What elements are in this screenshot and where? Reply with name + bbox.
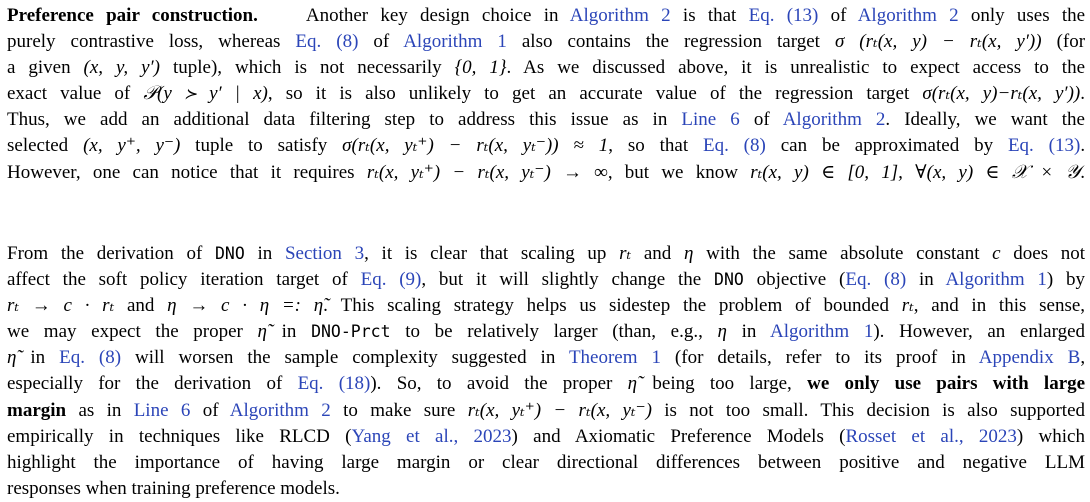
text-run: , and in this sense, (913, 295, 1086, 317)
text-run: , it is clear that scaling up (364, 243, 607, 264)
math-inline: η (717, 321, 727, 343)
text-run: in (918, 269, 934, 291)
text-line (7, 450, 1085, 476)
text-run: only uses the (970, 5, 1086, 26)
link-algorithm-1[interactable]: Algorithm 1 (403, 31, 507, 53)
text-run: is that (682, 5, 737, 26)
text-line (7, 29, 1085, 55)
math-inline: rₜ (619, 243, 632, 264)
text-run: purely contrastive loss, whereas (7, 31, 281, 53)
text-line (7, 3, 1085, 29)
text-line (7, 267, 1085, 293)
text-run: . (1080, 83, 1085, 105)
text-run: highlight the importance of having large margin or clear directional differences between positive and negative LLM (7, 451, 1085, 473)
text-run: can be approximated by (780, 135, 994, 157)
text-line (7, 371, 1085, 397)
link-eq-9[interactable]: Eq. (9) (360, 269, 422, 291)
method-name: DNO (214, 244, 245, 263)
paragraph-scaling-discussion (7, 241, 1085, 502)
link-algorithm-2[interactable]: Algorithm 2 (857, 5, 959, 26)
text-run: selected (7, 135, 69, 157)
text-run: in (30, 347, 46, 369)
math-inline: σ (rₜ(x, y) − rₜ(x, y′)) (834, 31, 1042, 53)
math-inline: rₜ(x, yₜ⁺) − rₜ(x, yₜ⁻) → ∞ (366, 161, 608, 183)
text-run: will worsen the sample complexity suggested in (135, 347, 556, 369)
text-run: of (753, 109, 770, 131)
text-run: being too large, (652, 373, 792, 395)
text-line (7, 424, 1085, 450)
text-run: From the derivation of (7, 243, 203, 264)
text-run: . (1080, 161, 1086, 183)
text-run: , (1080, 347, 1086, 369)
text-line (7, 241, 1085, 267)
text-run: affect the soft policy iteration target of (7, 269, 348, 291)
math-inline: (x, y⁺, y⁻) (83, 135, 181, 157)
math-inline: rₜ(x, y) ∈ [0, 1], ∀(x, y) ∈ 𝒳 × 𝒴 (750, 161, 1081, 183)
text-run: is not too small. This decision is also supported (664, 399, 1086, 421)
text-line (7, 319, 1085, 345)
text-run: tuple), which is not necessarily (172, 57, 442, 79)
link-algorithm-2[interactable]: Algorithm 2 (782, 109, 886, 131)
link-citation-rosset-2023[interactable]: Rosset et al., 2023 (845, 425, 1017, 447)
method-name: DNO-Prct (311, 322, 391, 342)
math-inline: η̃ (7, 347, 17, 369)
text-line (7, 55, 1085, 81)
link-section-3[interactable]: Section 3 (284, 243, 365, 264)
link-eq-8[interactable]: Eq. (8) (295, 31, 359, 53)
text-run: objective ( (756, 269, 846, 291)
link-theorem-1[interactable]: Theorem 1 (568, 347, 661, 369)
link-line-6[interactable]: Line 6 (681, 109, 740, 131)
text-line (7, 345, 1085, 371)
text-line (7, 133, 1085, 159)
math-inline: {0, 1} (454, 57, 507, 79)
text-run: (for details, refer to its proof in (674, 347, 966, 369)
link-algorithm-2[interactable]: Algorithm 2 (569, 5, 671, 26)
link-eq-8[interactable]: Eq. (8) (845, 269, 907, 291)
text-run: Another key design choice in (305, 5, 559, 26)
link-appendix-b[interactable]: Appendix B (978, 347, 1081, 369)
math-inline: rₜ → c · rₜ (7, 295, 115, 317)
math-inline: rₜ(x, yₜ⁺) − rₜ(x, yₜ⁻) (467, 399, 652, 421)
link-eq-18[interactable]: Eq. (18) (297, 373, 371, 395)
text-run: ) by (1046, 269, 1086, 291)
text-run: ). So, to avoid the proper (370, 373, 613, 395)
text-run: . This scaling strategy helps us sidestep the problem of bounded (323, 295, 889, 317)
text-run: , but we know (607, 161, 738, 183)
text-run: . Ideally, we want the (885, 109, 1085, 131)
text-run: we may expect the proper (7, 321, 243, 343)
bold-emphasis: we only use pairs with large (807, 373, 1086, 395)
link-algorithm-2[interactable]: Algorithm 2 (229, 399, 331, 421)
link-line-6[interactable]: Line 6 (133, 399, 191, 421)
link-citation-yang-2023[interactable]: Yang et al., 2023 (351, 425, 512, 447)
text-run: of (202, 399, 219, 421)
run-in-heading: Preference pair construction. (7, 5, 258, 26)
math-inline: σ(rₜ(x, yₜ⁺) − rₜ(x, yₜ⁻)) ≈ 1 (342, 135, 609, 157)
text-run: tuple to satisfy (195, 135, 328, 157)
text-run: in (281, 321, 297, 343)
text-run: a given (7, 57, 71, 79)
text-run: of (830, 5, 847, 26)
text-run: However, one can notice that it requires (7, 161, 355, 183)
text-run: in (741, 321, 757, 343)
link-eq-13[interactable]: Eq. (13) (1007, 135, 1081, 157)
text-line (7, 398, 1085, 424)
math-inline: σ(rₜ(x, y)−rₜ(x, y′)) (922, 83, 1081, 105)
text-line (7, 293, 1085, 319)
math-inline: 𝒫(y ≻ y′ | x) (143, 83, 268, 105)
text-run: also contains the regression target (521, 31, 820, 53)
text-run: ) and Axiomatic Preference Models ( (511, 425, 846, 447)
text-run: empirically in techniques like RLCD ( (7, 425, 352, 447)
math-inline: η̃ (257, 321, 267, 343)
text-run: in (257, 243, 273, 264)
link-eq-8[interactable]: Eq. (8) (59, 347, 122, 369)
link-algorithm-1[interactable]: Algorithm 1 (945, 269, 1047, 291)
link-eq-8[interactable]: Eq. (8) (702, 135, 766, 157)
text-run: of (373, 31, 390, 53)
text-line (7, 107, 1085, 133)
text-run: ). However, an enlarged (873, 321, 1086, 343)
text-run: , so it is also unlikely to get an accurate value of the regression target (267, 83, 910, 105)
text-run: exact value of (7, 83, 131, 105)
text-run: , so that (608, 135, 689, 157)
text-run: and (127, 295, 155, 317)
bold-emphasis: margin (7, 399, 67, 421)
text-run: to be relatively larger (than, e.g., (405, 321, 703, 343)
math-inline: η̃ (627, 373, 638, 395)
text-run: responses when training preference models. (7, 477, 340, 499)
math-inline: c (992, 243, 1001, 264)
paragraph-preference-pair-construction (7, 3, 1085, 186)
text-run: ) which (1016, 425, 1085, 447)
text-run: , but it will slightly change the (421, 269, 702, 291)
link-algorithm-1[interactable]: Algorithm 1 (770, 321, 874, 343)
text-run: as in (78, 399, 122, 421)
text-run: does not (1013, 243, 1086, 264)
text-line (7, 160, 1085, 186)
link-eq-13[interactable]: Eq. (13) (748, 5, 819, 26)
method-name: DNO (714, 270, 744, 290)
text-run: with the same absolute constant (706, 243, 980, 264)
text-line (7, 476, 1085, 502)
math-inline: η → c · η =: η̃ (167, 295, 324, 317)
text-run: . As we discussed above, it is unrealistic to expect access to the (506, 57, 1086, 79)
math-inline: η (683, 243, 694, 264)
text-run: (for (1056, 31, 1086, 53)
text-run: . (1080, 135, 1086, 157)
math-inline: rₜ (901, 295, 914, 317)
text-run: to make sure (343, 399, 456, 421)
text-run: and (643, 243, 672, 264)
text-run: especially for the derivation of (7, 373, 283, 395)
math-inline: (x, y, y′) (83, 57, 161, 79)
text-run: Thus, we add an additional data filtering step to address this issue as in (7, 109, 668, 131)
text-line (7, 81, 1085, 107)
